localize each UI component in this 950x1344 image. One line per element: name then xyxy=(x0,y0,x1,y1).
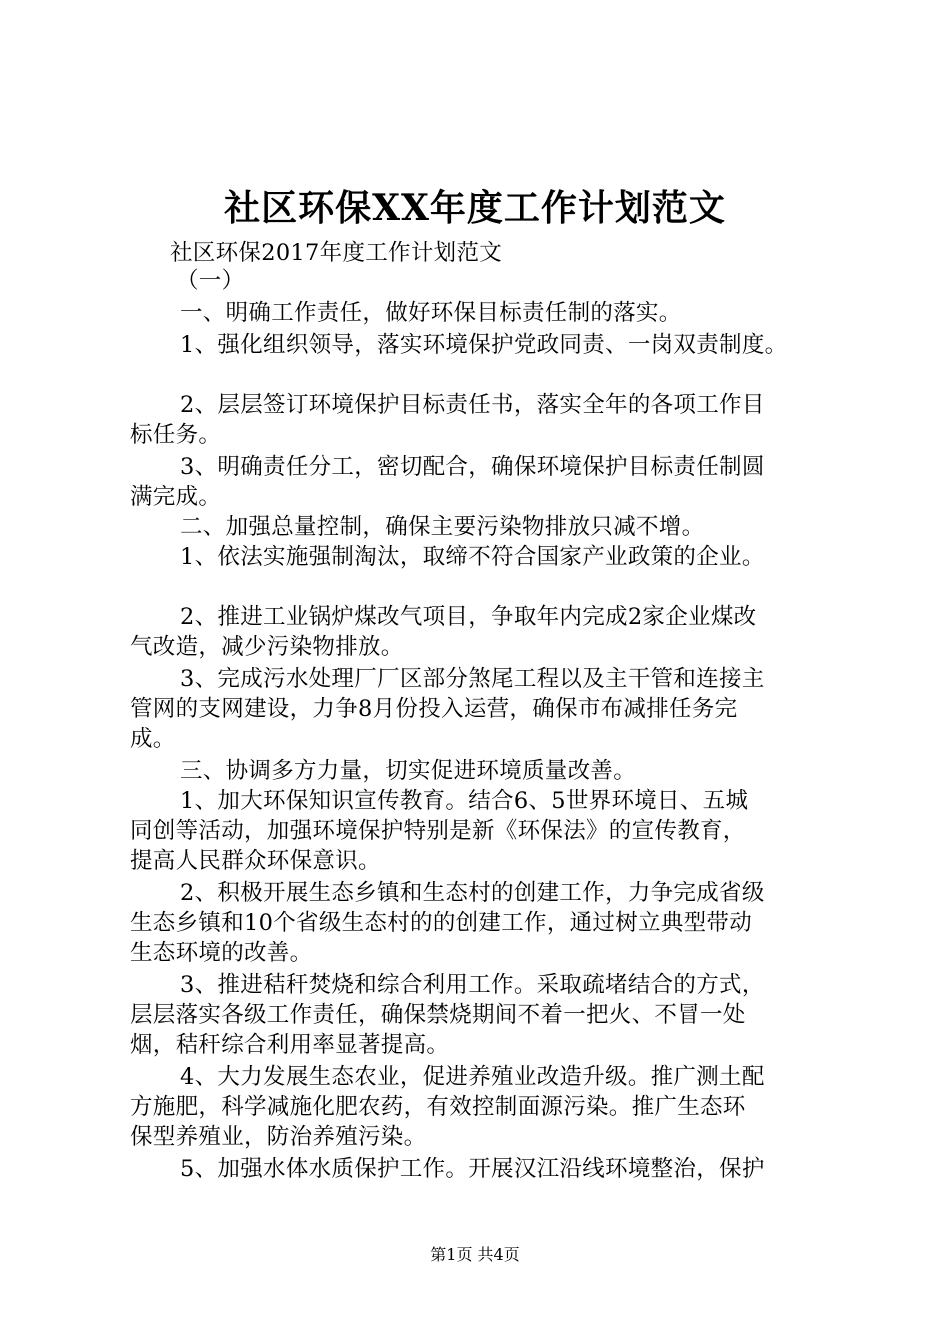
document-title: 社区环保XX年度工作计划范文 xyxy=(224,187,726,229)
paragraph-line: 2、推进工业锅炉煤改气项目，争取年内完成2家企业煤改 xyxy=(180,604,757,630)
section-heading-2: 二、加强总量控制，确保主要污染物排放只减不增。 xyxy=(180,514,705,540)
paragraph-line: 生态环境的改善。 xyxy=(130,940,313,966)
paragraph-line: 2、积极开展生态乡镇和生态村的创建工作，力争完成省级 xyxy=(180,880,765,906)
document-subtitle: 社区环保2017年度工作计划范文 xyxy=(170,240,503,266)
paragraph-line: 3、推进秸秆焚烧和综合利用工作。采取疏堵结合的方式， xyxy=(180,972,765,998)
paragraph-line: 层层落实各级工作责任，确保禁烧期间不着一把火、不冒一处 xyxy=(130,1002,746,1028)
paragraph-line: 成。 xyxy=(130,726,176,752)
paragraph-line: 1、加大环保知识宣传教育。结合6、5世界环境日、五城 xyxy=(180,788,749,814)
paragraph-line: 同创等活动，加强环境保护特别是新《环保法》的宣传教育， xyxy=(130,818,746,844)
page-footer: 第1页 共4页 xyxy=(430,1245,520,1264)
paragraph-line: 方施肥，科学减施化肥农药，有效控制面源污染。推广生态环 xyxy=(130,1094,746,1120)
paragraph-line: 3、完成污水处理厂厂区部分煞尾工程以及主干管和连接主 xyxy=(180,666,765,692)
paragraph-line: 1、依法实施强制淘汰，取缔不符合国家产业政策的企业。 xyxy=(180,544,765,570)
paragraph-line: 提高人民群众环保意识。 xyxy=(130,848,381,874)
paragraph-line: 气改造，减少污染物排放。 xyxy=(130,634,404,660)
paragraph-line: 管网的支网建设，力争8月份投入运营，确保市布减排任务完 xyxy=(130,696,738,722)
paragraph-line: 2、层层签订环境保护目标责任书，落实全年的各项工作目 xyxy=(180,392,765,418)
paragraph-line: 保型养殖业，防治养殖污染。 xyxy=(130,1124,427,1150)
section-label: （一） xyxy=(176,268,245,294)
paragraph-line: 生态乡镇和10个省级生态村的的创建工作，通过树立典型带动 xyxy=(130,910,753,936)
paragraph-line: 4、大力发展生态农业，促进养殖业改造升级。推广测土配 xyxy=(180,1064,765,1090)
paragraph-line: 标任务。 xyxy=(130,422,222,448)
paragraph-line: 满完成。 xyxy=(130,484,222,510)
paragraph-line: 5、加强水体水质保护工作。开展汉江沿线环境整治，保护 xyxy=(180,1156,765,1182)
paragraph-line: 烟，秸秆综合利用率显著提高。 xyxy=(130,1032,450,1058)
paragraph-line: 1、强化组织领导，落实环境保护党政同责、一岗双责制度。 xyxy=(180,332,788,358)
section-heading-3: 三、协调多方力量，切实促进环境质量改善。 xyxy=(180,758,637,784)
paragraph-line: 3、明确责任分工，密切配合，确保环境保护目标责任制圆 xyxy=(180,454,765,480)
section-heading-1: 一、明确工作责任，做好环保目标责任制的落实。 xyxy=(180,300,682,326)
